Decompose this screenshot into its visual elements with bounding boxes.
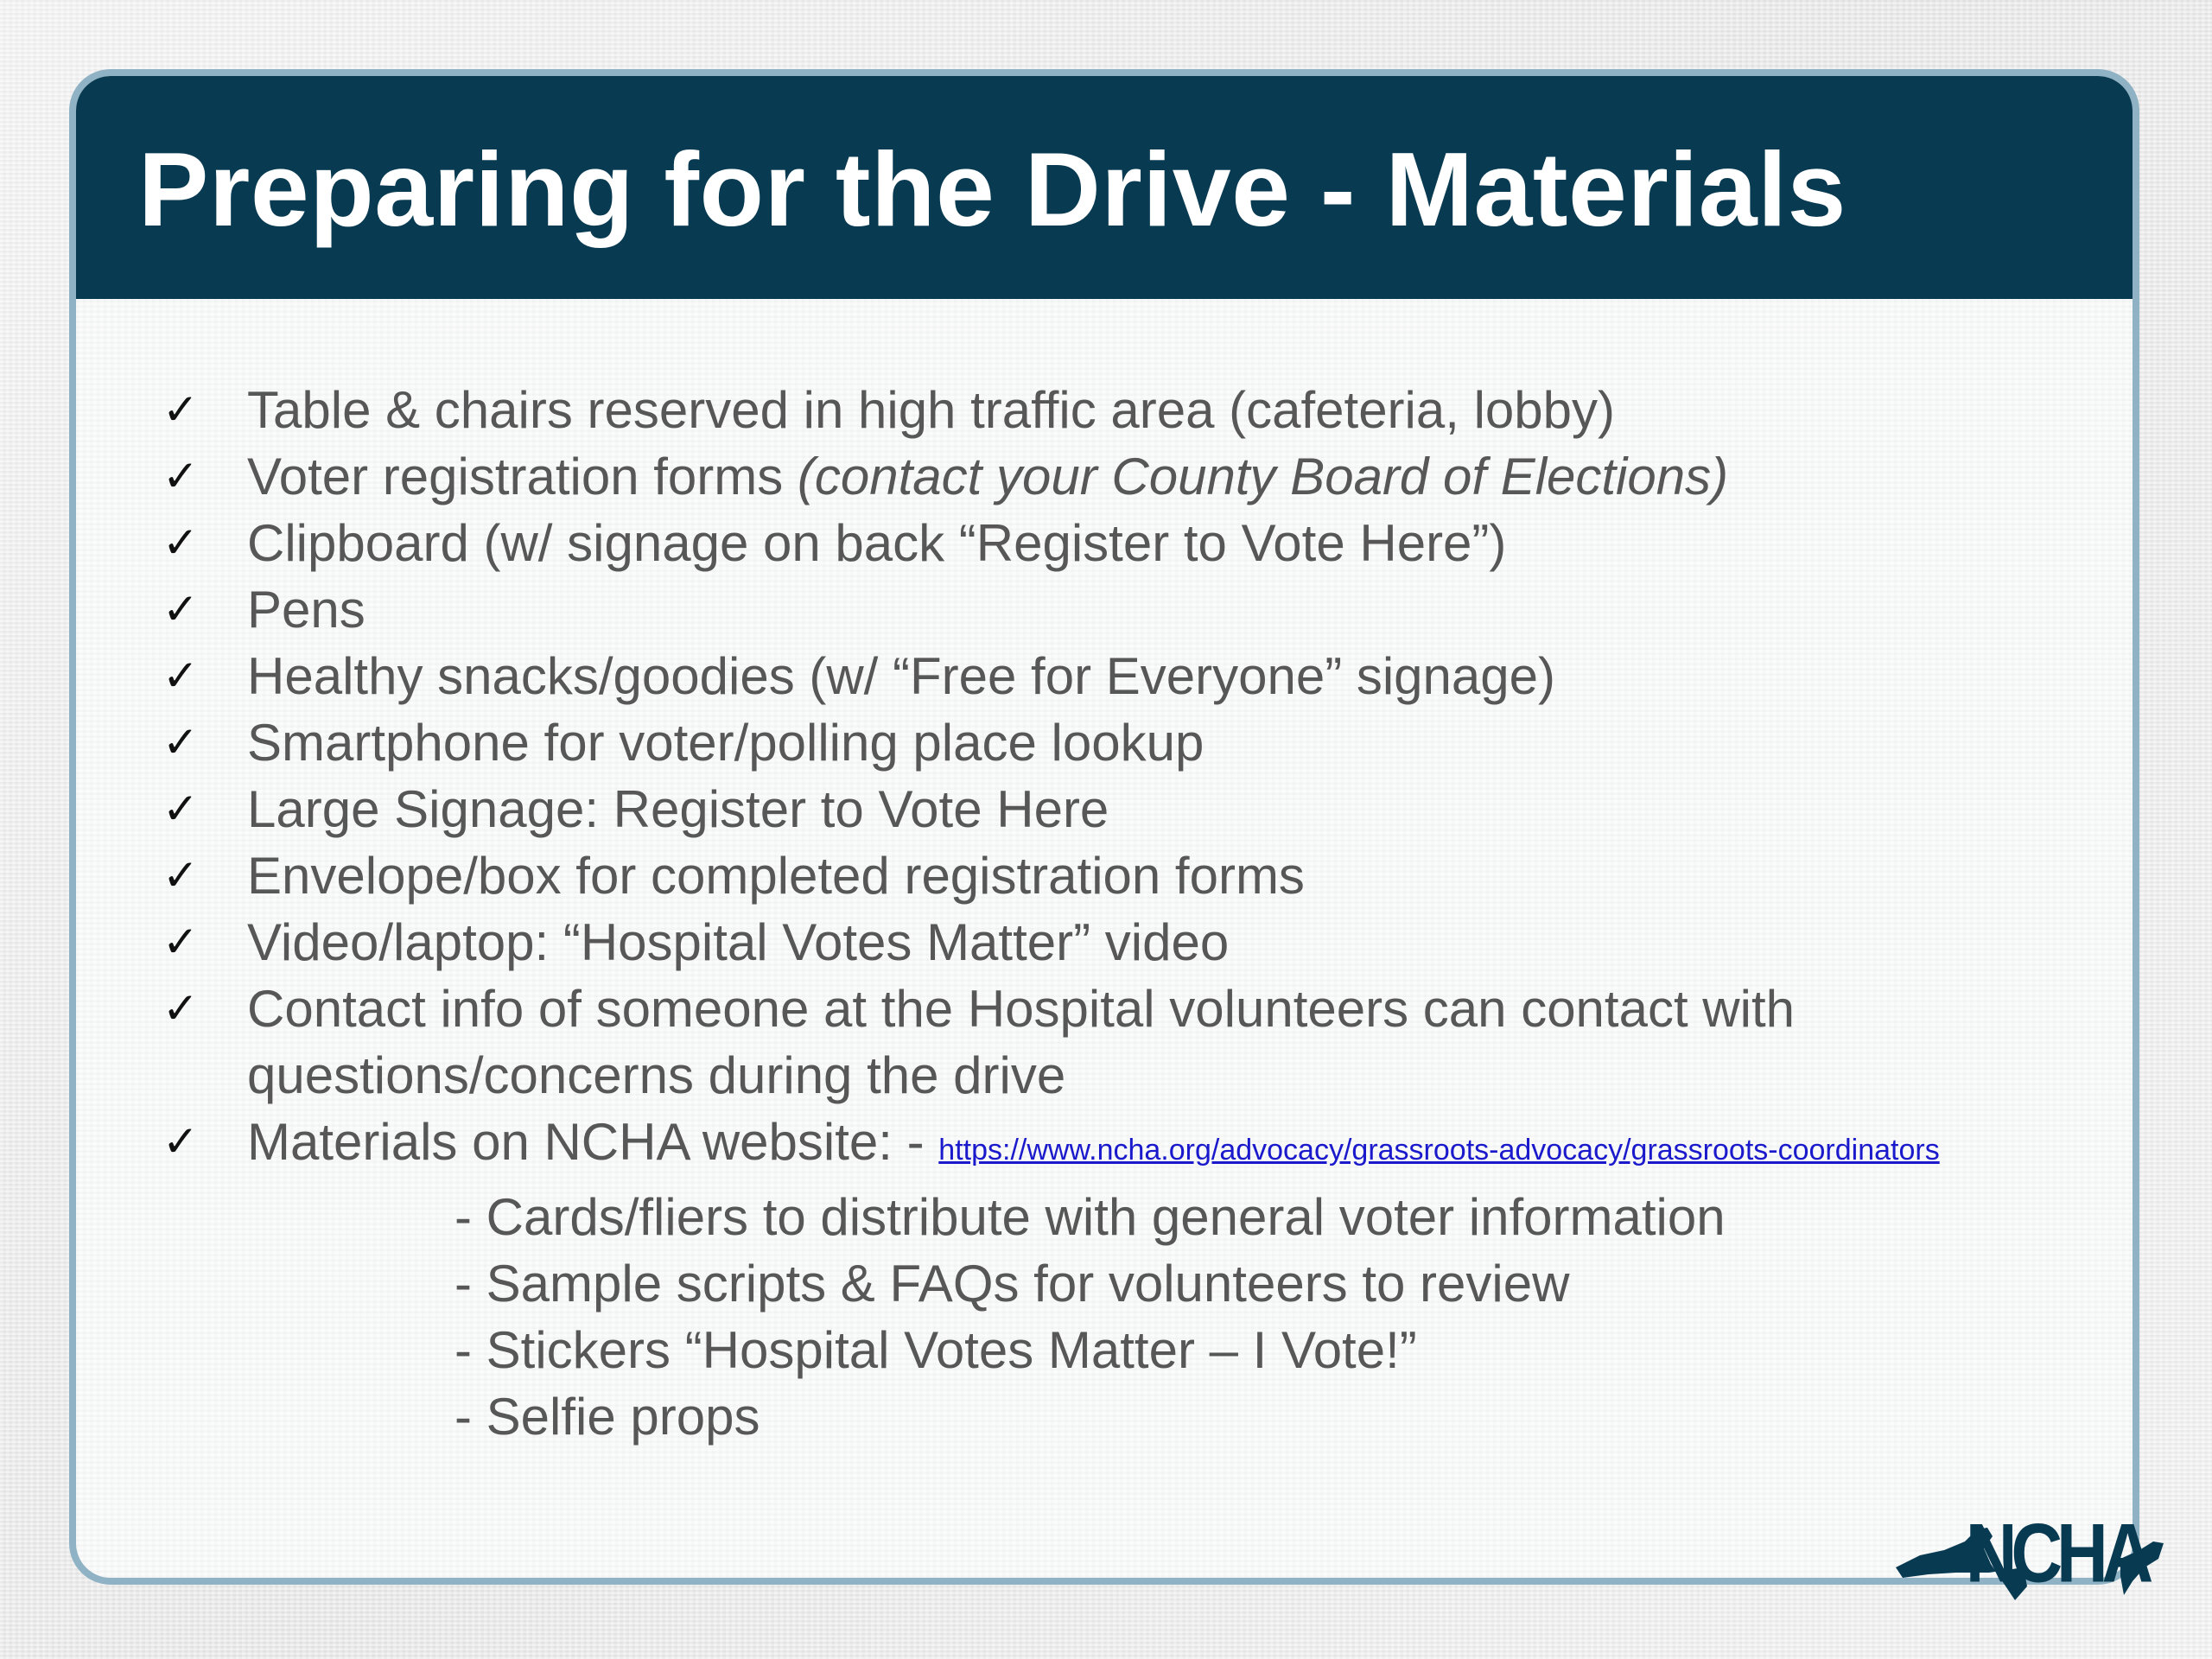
checklist-item	[162, 709, 2063, 776]
checklist-item-text: Envelope/box for completed registration forms	[247, 847, 1305, 905]
sublist-item: - Cards/fliers to distribute with general voter information	[454, 1188, 1726, 1246]
checkmark-icon: ✓	[162, 917, 199, 967]
checklist-item-text: Smartphone for voter/polling place lookup	[247, 714, 1205, 772]
sublist-item: - Sample scripts & FAQs for volunteers to review	[454, 1255, 1570, 1313]
checkmark-icon: ✓	[162, 451, 199, 501]
title-bar	[76, 76, 2133, 299]
slide-frame	[69, 69, 2139, 1585]
checklist-item-text: Voter registration forms	[247, 448, 798, 505]
checklist-item	[162, 377, 2063, 443]
checkmark-icon: ✓	[162, 1116, 199, 1166]
checkmark-icon: ✓	[162, 983, 199, 1033]
checklist-item	[162, 976, 2063, 1109]
sublist-item: - Stickers “Hospital Votes Matter – I Vote!”	[454, 1321, 1417, 1379]
checkmark-icon: ✓	[162, 385, 199, 435]
checklist-item	[162, 1109, 2063, 1184]
checkmark-icon: ✓	[162, 518, 199, 568]
checklist-item	[162, 443, 2063, 510]
slide-content	[162, 377, 2063, 1450]
ncha-website-link[interactable]: https://www.ncha.org/advocacy/grassroots-advocacy/grassroots-coordinators	[938, 1134, 1940, 1166]
checklist-item	[162, 576, 2063, 643]
checklist-item-text: Table & chairs reserved in high traffic area (cafeteria, lobby)	[247, 381, 1615, 439]
checkmark-icon: ✓	[162, 651, 199, 701]
checklist-item-text: Materials on NCHA website: -	[247, 1113, 939, 1171]
sublist-item: - Selfie props	[454, 1388, 760, 1446]
checklist-item-note: (contact your County Board of Elections)	[797, 448, 1729, 505]
checkmark-icon: ✓	[162, 584, 199, 634]
checklist-item-text: Contact info of someone at the Hospital volunteers can contact with questions/concerns during the drive	[247, 980, 1796, 1104]
logo-text: NCHA	[1965, 1507, 2148, 1601]
checkmark-icon: ✓	[162, 717, 199, 767]
checklist-item-text: Clipboard (w/ signage on back “Register to Vote Here”)	[247, 514, 1507, 572]
checklist-item	[162, 776, 2063, 842]
checklist-item	[162, 510, 2063, 576]
checklist-item	[162, 909, 2063, 976]
ncha-logo	[1894, 1498, 2169, 1604]
checkmark-icon: ✓	[162, 784, 199, 834]
slide-title: Preparing for the Drive - Materials	[138, 130, 1847, 248]
checklist-item-text: Video/laptop: “Hospital Votes Matter” video	[247, 913, 1230, 971]
checklist-item	[162, 842, 2063, 909]
checklist-item-text: Pens	[247, 581, 365, 639]
website-materials-sublist	[162, 1184, 2063, 1450]
checklist-item-text: Healthy snacks/goodies (w/ “Free for Everyone” signage)	[247, 647, 1556, 705]
checkmark-icon: ✓	[162, 850, 199, 900]
checklist-item-text: Large Signage: Register to Vote Here	[247, 780, 1109, 838]
checklist-item	[162, 643, 2063, 709]
materials-checklist	[162, 377, 2063, 1184]
